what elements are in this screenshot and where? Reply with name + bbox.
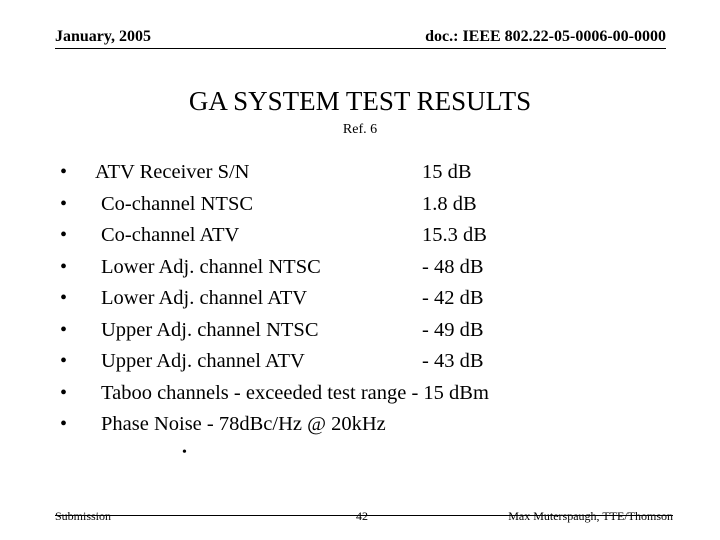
slide-title: GA SYSTEM TEST RESULTS: [188, 86, 532, 116]
bullet-icon: •: [60, 287, 68, 309]
item-label: Co-channel ATV: [101, 224, 240, 246]
item-label: ATV Receiver S/N: [95, 161, 250, 183]
bullet-icon: •: [60, 192, 68, 215]
header-date: January, 2005: [55, 28, 152, 45]
bullet-icon: •: [60, 224, 68, 246]
item-value: - 43 dB: [422, 350, 484, 372]
item-label: Co-channel NTSC: [101, 192, 254, 215]
bullet-icon: •: [60, 381, 68, 404]
item-value: 15.3 dB: [422, 224, 487, 246]
list-item: [0, 378, 720, 410]
item-label: Upper Adj. channel ATV: [101, 350, 305, 372]
stray-dot: •: [182, 445, 187, 460]
bullet-icon: •: [60, 161, 68, 183]
item-label: Lower Adj. channel ATV: [101, 287, 308, 309]
footer-submission: Submission: [55, 509, 112, 523]
item-value: 1.8 dB: [422, 192, 477, 215]
header-doc-id: doc.: IEEE 802.22-05-0006-00-0000: [425, 28, 666, 45]
list-item: [0, 157, 720, 189]
bullet-icon: •: [60, 413, 68, 435]
item-value: - 48 dB: [422, 255, 484, 278]
item-label: Lower Adj. channel NTSC: [101, 255, 321, 278]
footer-page-number: 42: [356, 509, 368, 523]
item-value: - 42 dB: [422, 287, 484, 309]
bullet-icon: •: [60, 350, 68, 372]
item-label: Phase Noise - 78dBc/Hz @ 20kHz: [101, 413, 386, 435]
item-label: Taboo channels - exceeded test range - 15 dBm: [101, 381, 489, 404]
item-value: - 49 dB: [422, 318, 484, 341]
list-item: [0, 220, 720, 252]
footer-author: Max Muterspaugh, TTE/Thomson: [508, 509, 673, 523]
list-item: [0, 252, 720, 284]
list-item: [0, 409, 720, 441]
results-list: [0, 157, 720, 441]
list-item: [0, 283, 720, 315]
item-label: Upper Adj. channel NTSC: [101, 318, 319, 341]
list-item: [0, 315, 720, 347]
bullet-icon: •: [60, 255, 68, 278]
bullet-icon: •: [60, 318, 68, 341]
slide-subtitle: Ref. 6: [342, 122, 378, 137]
list-item: [0, 346, 720, 378]
list-item: [0, 189, 720, 221]
item-value: 15 dB: [422, 161, 472, 183]
header-rule: [55, 48, 666, 49]
